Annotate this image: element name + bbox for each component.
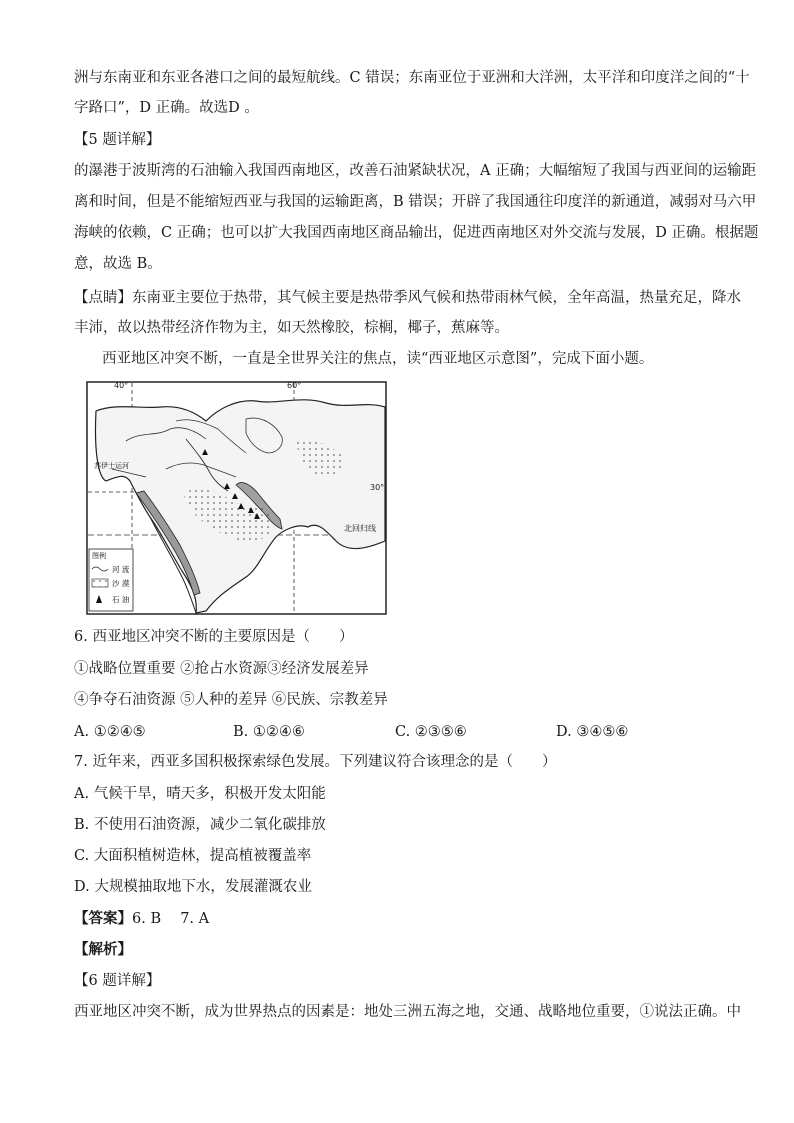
tip-line: 丰沛，故以热带经济作物为主，如天然橡胶，棕榈，椰子，蕉麻等。 (74, 320, 509, 336)
question-6: 6. 西亚地区冲突不断的主要原因是（ ） (74, 629, 354, 645)
answer-tag: 【答案】 (74, 910, 132, 927)
q6-option-c: C. ②③⑤⑥ (395, 724, 467, 740)
map-legend (89, 549, 133, 611)
legend-oil: 石 油 (112, 595, 130, 604)
q6-statement: ④争夺石油资源 ⑤人种的差异 ⑥民族、宗教差异 (74, 692, 388, 708)
text-line: 西亚地区冲突不断，成为世界热点的因素是：地处三洲五海之地，交通、战略地位重要，①说法正确。中 (74, 1004, 741, 1020)
text-line: 的瀑港于波斯湾的石油输入我国西南地区，改善石油紧缺状况，A 正确；大幅缩短了我国与西亚间的运输距 (74, 163, 757, 179)
text-line: 洲与东南亚和东亚各港口之间的最短航线。C 错误；东南亚位于亚洲和大洋洲，太平洋和印度洋之间的“十 (74, 70, 750, 86)
q7-option-b: B. 不使用石油资源，减少二氧化碳排放 (74, 817, 326, 833)
q7-option-c: C. 大面积植树造林，提高植被覆盖率 (74, 848, 312, 864)
analysis-heading: 【解析】 (74, 941, 132, 958)
section-heading: 【5 题详解】 (74, 132, 161, 148)
west-asia-map (86, 381, 387, 615)
text-line: 字路口”，D 正确。故选D 。 (74, 100, 259, 116)
text-line: 意，故选 B。 (74, 256, 162, 272)
question-7: 7. 近年来，西亚多国积极探索绿色发展。下列建议符合该理念的是（ ） (74, 754, 557, 770)
q7-option-d: D. 大规模抽取地下水，发展灌溉农业 (74, 879, 312, 895)
lat-label-30: 30° (370, 483, 385, 492)
lon-label-60: 60° (287, 381, 302, 390)
answer-line (74, 909, 724, 929)
tip-line: 【点睛】东南亚主要位于热带，其气候主要是热带季风气候和热带雨林气候，全年高温，热量充足，降水 (74, 290, 741, 306)
section-heading: 【6 题详解】 (74, 973, 161, 989)
q6-option-b: B. ①②④⑥ (233, 724, 305, 740)
q6-option-a: A. ①②④⑤ (74, 724, 146, 740)
legend-title: 图例 (92, 552, 106, 560)
q6-statement: ①战略位置重要 ②抢占水资源③经济发展差异 (74, 661, 369, 677)
text-line: 离和时间，但是不能缩短西亚与我国的运输距离，B 错误；开辟了我国通往印度洋的新通道，减弱对马六甲 (74, 194, 757, 210)
legend-desert: 沙 漠 (112, 579, 130, 588)
desert-icon (92, 579, 108, 587)
intro-line: 西亚地区冲突不断，一直是全世界关注的焦点，读“西亚地区示意图”，完成下面小题。 (102, 351, 654, 367)
suez-canal-label: 苏伊士运河 (94, 462, 129, 470)
text-line: 海峡的依赖，C 正确；也可以扩大我国西南地区商品输出，促进西南地区对外交流与发展，D 正确。根据题 (74, 225, 759, 241)
legend-river: 河 流 (112, 565, 130, 574)
tropic-label: 北回归线 (344, 524, 376, 533)
lon-label-40: 40° (114, 381, 129, 390)
q7-option-a: A. 气候干旱，晴天多，积极开发太阳能 (74, 786, 326, 802)
answer-values: 6. B 7. A (132, 911, 210, 927)
q6-option-d: D. ③④⑤⑥ (556, 724, 629, 740)
